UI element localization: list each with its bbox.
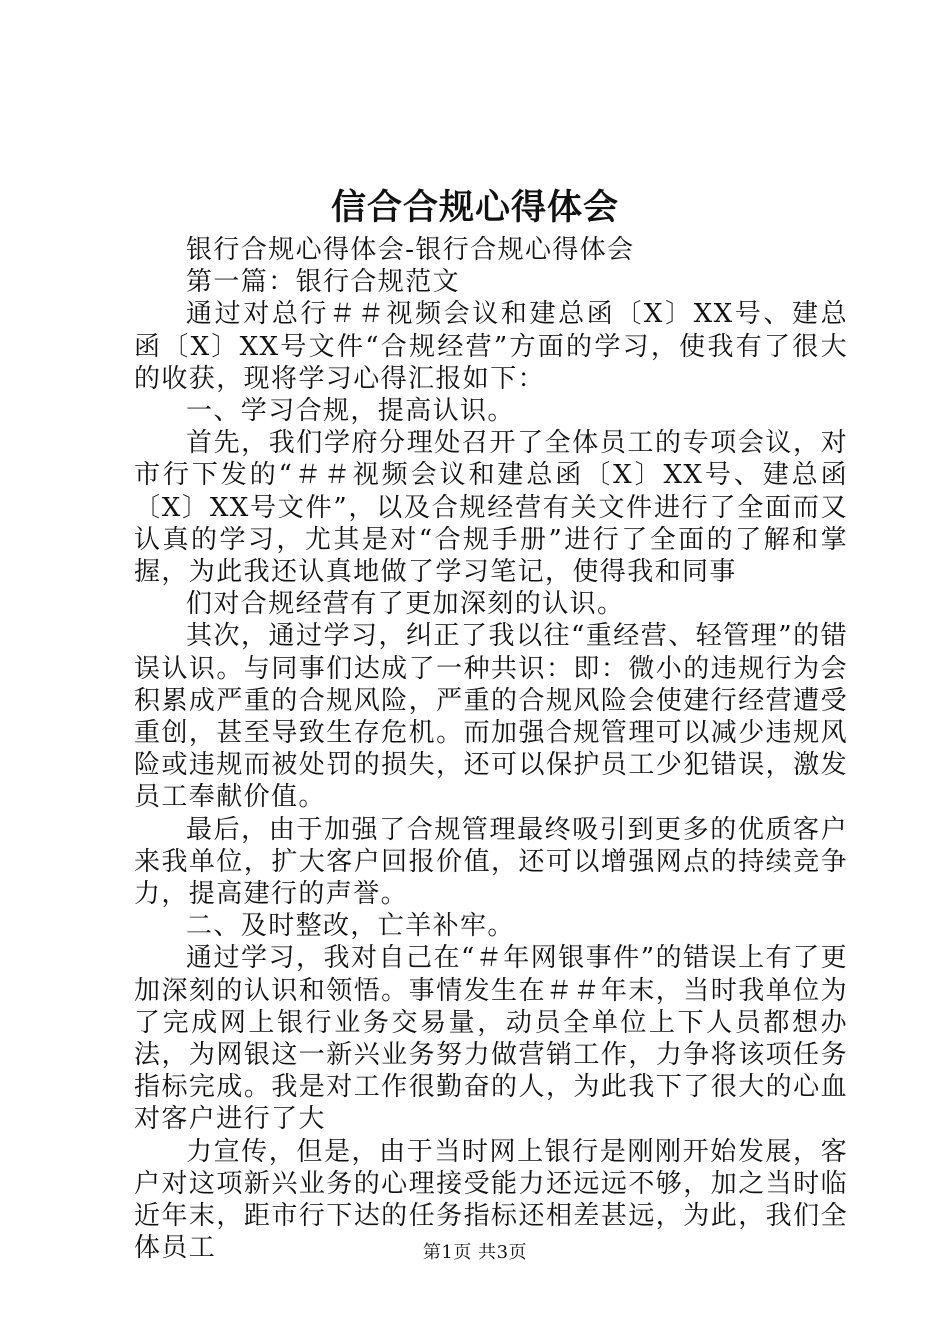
document-title: 信合合规心得体会: [330, 187, 619, 228]
document-body: [134, 234, 848, 1265]
paragraph-heading-2: 二、及时整改，亡羊补牢。: [186, 911, 515, 942]
page-footer: 第1页 共3页: [422, 1242, 528, 1263]
paragraph-last: 最后，由于加强了合规管理最终吸引到更多的优质客户来我单位，扩大客户回报价值，还可以增强网点的持续竞争力，提高建行的声誉。: [134, 814, 848, 910]
paragraph-intro: 通过对总行＃＃视频会议和建总函〔X〕XX号、建总函〔X〕XX号文件“合规经营”方面的学习，使我有了很大的收获，现将学习心得汇报如下：: [134, 299, 848, 394]
paragraph-heading-1: 一、学习合规，提高认识。: [186, 396, 515, 427]
paragraph-incident-continued: 力宣传，但是，由于当时网上银行是刚刚开始发展，客户对这项新兴业务的心理接受能力还远远不够，加之当时临近年末，距市行下达的任务指标还相差甚远，为此，我们全体员工: [134, 1136, 848, 1264]
paragraph-incident: 通过学习，我对自己在“＃年网银事件”的错误上有了更加深刻的认识和领悟。事情发生在＃＃年末，当时我单位为了完成网上银行业务交易量，动员全单位上下人员都想办法，为网银这一新兴业务努力做营销工作，力争将该项任务指标完成。我是对工作很勤奋的人，为此我下了很大的心血对客户进行了大: [134, 943, 848, 1135]
paragraph-first: 首先，我们学府分理处召开了全体员工的专项会议，对市行下发的“＃＃视频会议和建总函〔X〕XX号、建总函〔X〕XX号文件”，以及合规经营有关文件进行了全面而又认真的学习，尤其是对“合规手册”进行了全面的了解和掌握，为此我还认真地做了学习笔记，使得我和同事: [134, 428, 848, 588]
paragraph-first-continued: 们对合规经营有了更加深刻的认识。: [186, 589, 625, 620]
paragraph-section-heading: 第一篇：银行合规范文: [186, 267, 461, 298]
paragraph-subtitle: 银行合规心得体会-银行合规心得体会: [186, 235, 635, 265]
paragraph-second: 其次，通过学习，纠正了我以往“重经营、轻管理”的错误认识。与同事们达成了一种共识：即：微小的违规行为会积累成严重的合规风险，严重的合规风险会使建行经营遭受重创，甚至导致生存危机。而加强合规管理可以减少违规风险或违规而被处罚的损失，还可以保护员工少犯错误，激发员工奉献价值。: [134, 621, 848, 813]
